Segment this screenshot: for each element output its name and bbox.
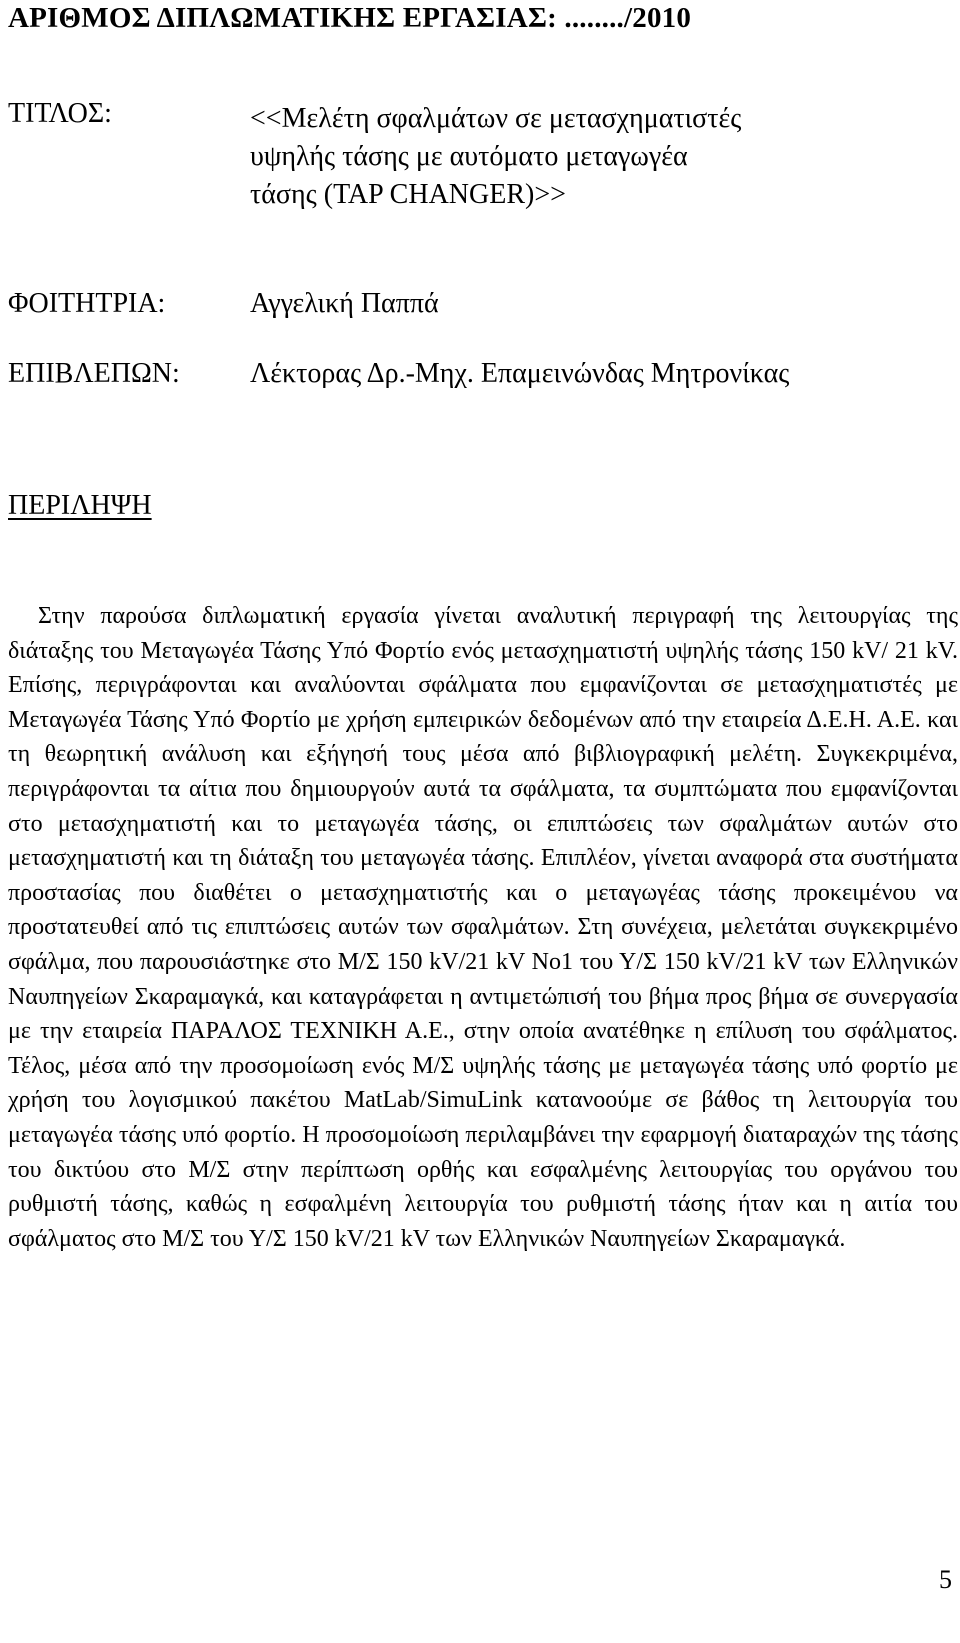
abstract-text: Στην παρούσα διπλωματική εργασία γίνεται αναλυτική περιγραφή της λειτουργίας της διάταξης του Μεταγωγέα Τάσης Υπό Φορτίο ενός μετασχηματιστή υψηλής τάσης 150 kV/ 21 kV. Επίσης, περιγράφονται και αναλύονται σφάλματα που εμφανίζονται σε μετασχηματιστές με Μεταγωγέα Τάσης Υπό Φορτίο με χρήση εμπειρικών δεδομένων από την εταιρεία Δ.Ε.Η. Α.Ε. και τη θεωρητική ανάλυση και εξήγησή τους μέσα από βιβλιογραφική μελέτη. Συγκεκριμένα, περιγράφονται τα αίτια που δημιουργούν αυτά τα σφάλματα, τα συμπτώματα που εμφανίζονται στο μετασχηματιστή και το μεταγωγέα τάσης, οι επιπτώσεις των σφαλμάτων αυτών στο μετασχηματιστή και τη διάταξη του μεταγωγέα τάσης. Επιπλέον, γίνεται αναφορά στα συστήματα προστασίας που διαθέτει ο μετασχηματιστής και ο μεταγωγέας τάσης προκειμένου να προστατευθεί από τις επιπτώσεις αυτών των σφαλμάτων. Στη συνέχεια, μελετάται συγκεκριμένο σφάλμα, που παρουσιάστηκε στο Μ/Σ 150 kV/21 kV No1 του Υ/Σ 150 kV/21 kV των Ελληνικών Ναυπηγείων Σκαραμαγκά, και καταγράφεται η αντιμετώπισή του βήμα προς βήμα σε συνεργασία με την εταιρεία ΠΑΡΑΛΟΣ ΤΕΧΝΙΚΗ Α.Ε., στην οποία ανατέθηκε η επίλυση του σφάλματος. Τέλος, μέσα από την προσομοίωση ενός Μ/Σ υψηλής τάσης με μεταγωγέα τάσης υπό φορτίο με χρήση του λογισμικού πακέτου MatLab/SimuLink κατανοούμε σε βάθος τη λειτουργία του μεταγωγέα τάσης υπό φορτίο. Η προσομοίωση περιλαμβάνει την εφαρμογή διαταραχών της τάσης του δικτύου στο Μ/Σ στην περίπτωση ορθής και εσφαλμένης λειτουργίας του οργάνου του ρυθμιστή τάσης, καθώς η εσφαλμένη λειτουργία του ρυθμιστή τάσης ήταν και η αιτία του σφάλματος στο Μ/Σ του Υ/Σ 150 kV/21 kV των Ελληνικών Ναυπηγείων Σκαραμαγκά.	[8, 603, 958, 1252]
thesis-title-line-3: τάσης (TAP CHANGER)>>	[250, 179, 566, 210]
thesis-title-line-1: <<Μελέτη σφαλμάτων σε μετασχηματιστές	[250, 103, 742, 134]
page-number: 5	[939, 1565, 952, 1594]
thesis-number-heading: ΑΡΙΘΜΟΣ ΔΙΠΛΩΜΑΤΙΚΗΣ ΕΡΓΑΣΙΑΣ: ......../2010	[8, 2, 692, 34]
thesis-title-line-2: υψηλής τάσης με αυτόματο μεταγωγέα	[250, 141, 688, 172]
student-name: Αγγελική Παππά	[250, 288, 439, 319]
title-label: ΤΙΤΛΟΣ:	[8, 98, 112, 129]
supervisor-name: Λέκτορας Δρ.-Μηχ. Επαμεινώνδας Μητρονίκας	[250, 358, 790, 389]
thesis-title	[250, 100, 890, 214]
student-label: ΦΟΙΤΗΤΡΙΑ:	[8, 288, 166, 319]
abstract-heading: ΠΕΡΙΛΗΨΗ	[8, 490, 152, 521]
supervisor-label: ΕΠΙΒΛΕΠΩΝ:	[8, 358, 180, 389]
